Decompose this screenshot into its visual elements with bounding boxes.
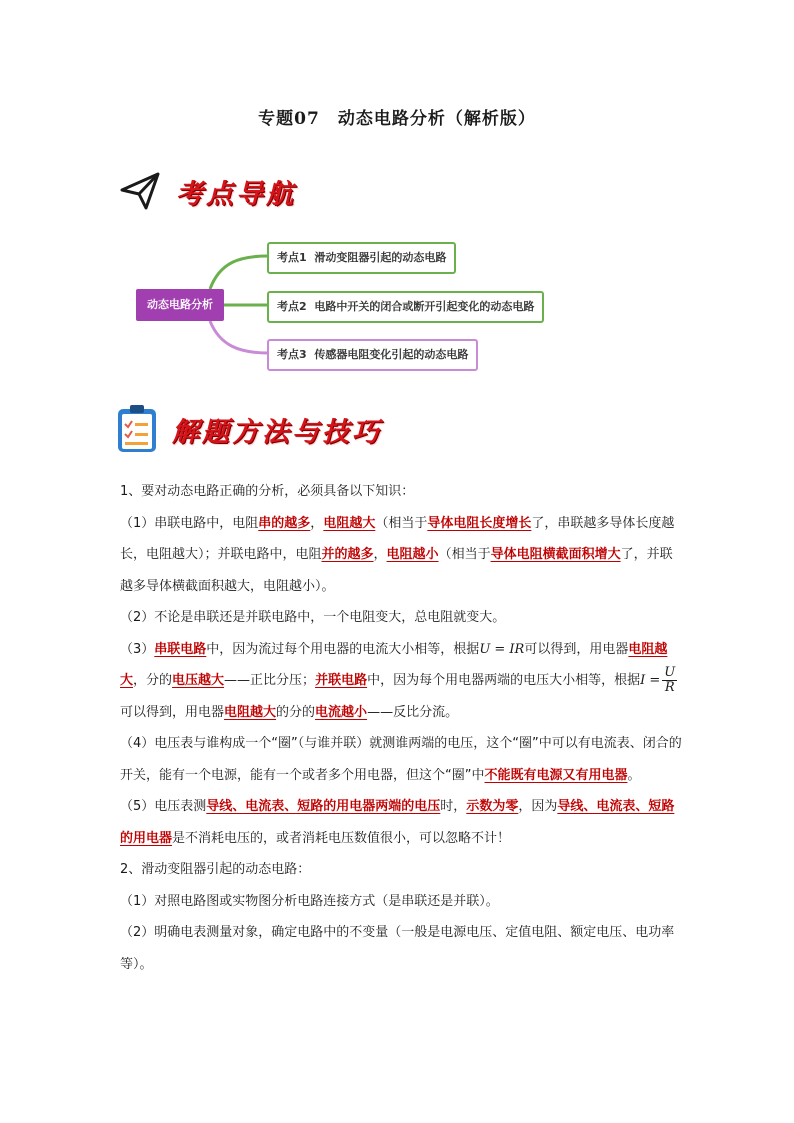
branch-text: 传感器电阻变化引起的动态电路 [314,348,469,361]
highlight: 并的越多 [321,547,374,562]
numerator: U [664,665,676,680]
highlight: 导线、电流表、短路的用电器两端的电压 [206,799,441,814]
paragraph-3: （2）不论是串联还是并联电路中，一个电阻变大，总电阻就变大。 [120,610,506,625]
text: （5）电压表测 [120,799,207,814]
section-heading-text: 考点导航 [176,178,296,210]
text: （相当于 [438,547,491,562]
branch-text: 电路中开关的闭合或断开引起变化的动态电路 [314,300,535,313]
paragraph-7: 2、滑动变阻器引起的动态电路： [120,862,311,877]
paragraph-4 [120,634,682,729]
text: （相当于 [375,515,428,531]
text: ， [373,547,387,562]
text: 中，因为流过每个用电器的电流大小相等，根据 [206,641,480,657]
highlight: 导线、电流表、短路的用电器 [120,799,675,846]
text: ——反比分流。 [367,704,459,720]
mindmap-branch-3 [267,339,478,371]
branch-tag: 考点2 [277,300,307,313]
paragraph-1: 1、要对动态电路正确的分析，必须具备以下知识： [120,484,415,499]
highlight: 不能既有电源又有用电器 [484,767,628,783]
highlight: 串联电路 [154,641,207,657]
branch-text: 滑动变阻器引起的动态电路 [314,251,447,264]
section-heading-text: 解题方法与技巧 [172,416,382,448]
formula: U = IR [479,641,525,657]
highlight: 电阻越小 [386,547,439,562]
highlight: 示数为零 [466,799,519,814]
section-heading-methods [116,404,382,454]
clipboard-checklist-icon [116,404,158,454]
page-title: 专题07 动态电路分析（解析版） [258,109,536,129]
paragraph-2 [120,508,682,603]
highlight: 电流越小 [315,704,368,720]
fraction [662,666,677,695]
paragraph-9: （2）明确电表测量对象，确定电路中的不变量（一般是电源电压、定值电阻、额定电压、电功率等）。 [120,925,675,972]
highlight: 导体电阻长度增长 [427,515,532,531]
text: ——正比分压； [224,673,316,688]
text: （1）串联电路中，电阻 [120,515,259,531]
paragraph-8: （1）对照电路图或实物图分析电路连接方式（是串联还是并联）。 [120,893,499,909]
text: 了，并联越多导体横截面积越大，电阻越小）。 [120,547,673,594]
highlight: 电阻越大 [323,515,376,531]
mindmap-root: 动态电路分析 [136,289,224,321]
text: （3） [120,641,155,657]
text: 可以得到，用电器 [524,641,629,657]
text: （4）电压表与谁构成一个“圈”（与谁并联）就测谁两端的电压，这个“圈”中可以有电流表、闭合的开关，能有一个电源，能有一个或者多个用电器，但这个“圈”中 [120,736,682,783]
text: 的分的 [276,704,316,720]
text: ， [310,515,324,531]
text: 是不消耗电压的，或者消耗电压数值很小，可以忽略不计！ [172,830,511,846]
text: 中，因为每个用电器两端的电压大小相等，根据 [367,673,641,688]
highlight: 并联电路 [315,673,368,688]
highlight: 电阻越大 [120,641,668,688]
mindmap-branch-2 [267,291,544,323]
body-content [120,476,682,980]
paragraph-6 [120,791,682,854]
highlight: 串的越多 [258,515,311,531]
denominator: R [664,680,675,695]
text: ，因为 [518,799,558,814]
branch-tag: 考点3 [277,348,307,361]
paragraph-5 [120,728,682,791]
text: 。 [627,767,641,783]
highlight: 电压越大 [172,673,225,688]
mindmap-branch-1 [267,242,456,274]
text: 可以得到，用电器 [120,704,225,720]
highlight: 电阻越大 [224,704,277,720]
text: 时， [440,799,467,814]
text: ，分的 [133,673,173,688]
formula: I = [640,673,661,688]
branch-tag: 考点1 [277,251,307,264]
highlight: 导体电阻横截面积增大 [490,547,621,562]
text: 了，串联越多导体长度越长，电阻越大）；并联电路中，电阻 [120,515,675,562]
